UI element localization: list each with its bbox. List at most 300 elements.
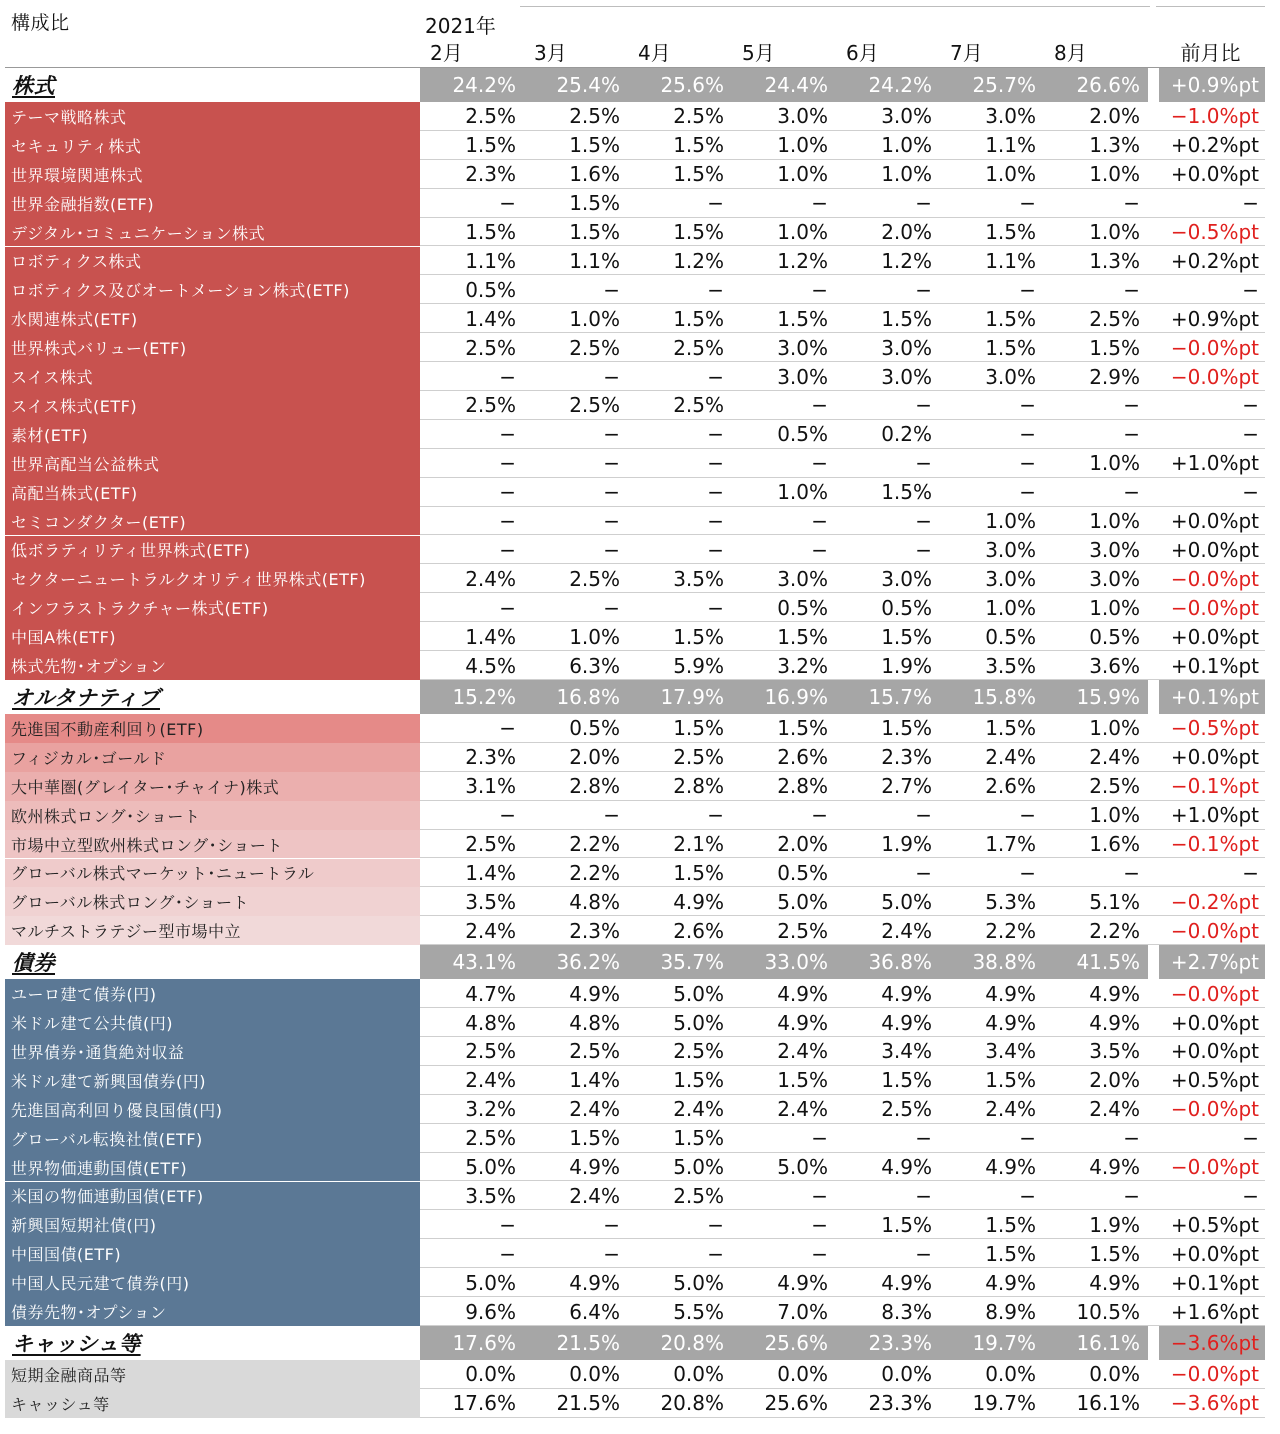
- row-label: 高配当株式(ETF): [5, 478, 420, 507]
- value-cell: −: [1123, 393, 1140, 418]
- table-row: [5, 189, 1265, 218]
- row-label: ユーロ建て債券(円): [5, 979, 420, 1008]
- change-cell: +0.0%pt: [1170, 1010, 1259, 1035]
- value-cell: −: [707, 451, 724, 476]
- table-row: [5, 743, 1265, 772]
- value-cell: 1.0%: [1089, 716, 1140, 741]
- value-cell: −: [499, 191, 516, 216]
- value-cell: 1.1%: [465, 248, 516, 273]
- value-cell: 5.0%: [673, 981, 724, 1006]
- value-cell: 4.9%: [1089, 1010, 1140, 1035]
- month-header: 6月: [846, 41, 879, 65]
- value-cell: 2.0%: [1089, 1068, 1140, 1093]
- value-cell: 0.5%: [777, 860, 828, 885]
- value-cell: −: [707, 191, 724, 216]
- value-cell: 1.5%: [569, 191, 620, 216]
- value-cell: −: [499, 451, 516, 476]
- section-total-cell: 23.3%: [836, 1326, 940, 1360]
- value-cell: −: [1019, 451, 1036, 476]
- value-cell: −: [915, 1241, 932, 1266]
- row-label: 米ドル建て公共債(円): [5, 1008, 420, 1037]
- value-cell: 0.5%: [465, 277, 516, 302]
- value-cell: 1.5%: [569, 1126, 620, 1151]
- value-cell: 2.5%: [1089, 306, 1140, 331]
- value-cell: 2.5%: [465, 1126, 516, 1151]
- change-cell: −0.0%pt: [1170, 364, 1259, 389]
- value-cell: 2.4%: [777, 1097, 828, 1122]
- value-cell: 1.5%: [673, 133, 724, 158]
- value-cell: 1.1%: [569, 248, 620, 273]
- row-label: ロボティクス及びオートメーション株式(ETF): [5, 275, 420, 304]
- value-cell: 2.5%: [569, 335, 620, 360]
- table-row: [5, 102, 1265, 131]
- row-label: セクターニュートラルクオリティ世界株式(ETF): [5, 564, 420, 593]
- section-total-cell: 21.5%: [524, 1326, 628, 1360]
- section-total-cell: 20.8%: [628, 1326, 732, 1360]
- table-row: [5, 830, 1265, 859]
- value-cell: −: [603, 509, 620, 534]
- change-cell: −0.0%pt: [1170, 918, 1259, 943]
- table-row: [5, 1182, 1265, 1211]
- value-cell: 10.5%: [1076, 1299, 1140, 1324]
- value-cell: 1.5%: [985, 335, 1036, 360]
- value-cell: 3.5%: [465, 1183, 516, 1208]
- value-cell: 4.9%: [569, 1155, 620, 1180]
- row-label: 世界金融指数(ETF): [5, 189, 420, 218]
- change-cell: −0.1%pt: [1170, 774, 1259, 799]
- change-cell: −: [1242, 277, 1259, 302]
- value-cell: 0.0%: [569, 1362, 620, 1387]
- value-cell: 16.1%: [1076, 1391, 1140, 1416]
- row-label: インフラストラクチャー株式(ETF): [5, 593, 420, 622]
- value-cell: 4.9%: [881, 981, 932, 1006]
- value-cell: 1.5%: [881, 306, 932, 331]
- value-cell: 1.5%: [673, 1068, 724, 1093]
- value-cell: −: [603, 422, 620, 447]
- value-cell: 1.5%: [465, 133, 516, 158]
- value-cell: 4.9%: [1089, 981, 1140, 1006]
- value-cell: −: [915, 1183, 932, 1208]
- row-label: グローバル株式ロング･ショート: [5, 887, 420, 916]
- value-cell: −: [707, 595, 724, 620]
- table-row: [5, 536, 1265, 565]
- value-cell: −: [811, 1183, 828, 1208]
- row-label: 米ドル建て新興国債券(円): [5, 1066, 420, 1095]
- value-cell: −: [707, 1241, 724, 1266]
- change-cell: +0.1%pt: [1170, 1270, 1259, 1295]
- section-total-cell: 25.6%: [628, 68, 732, 102]
- value-cell: −: [1019, 393, 1036, 418]
- row-label: 市場中立型欧州株式ロング･ショート: [5, 830, 420, 859]
- section-change-cell: +0.9%pt: [1156, 68, 1265, 102]
- row-label: ロボティクス株式: [5, 247, 420, 276]
- table-row: [5, 160, 1265, 189]
- row-label: 世界環境関連株式: [5, 160, 420, 189]
- value-cell: −: [811, 393, 828, 418]
- value-cell: −: [1123, 191, 1140, 216]
- table-row: [5, 859, 1265, 888]
- table-row: [5, 275, 1265, 304]
- section-total-cell: 36.2%: [524, 945, 628, 979]
- row-label: 先進国高利回り優良国債(円): [5, 1095, 420, 1124]
- value-cell: 2.5%: [673, 1183, 724, 1208]
- value-cell: 3.0%: [985, 104, 1036, 129]
- value-cell: 1.0%: [1089, 451, 1140, 476]
- value-cell: 1.5%: [673, 306, 724, 331]
- value-cell: −: [1123, 860, 1140, 885]
- value-cell: −: [915, 509, 932, 534]
- value-cell: 2.5%: [569, 566, 620, 591]
- value-cell: −: [1019, 803, 1036, 828]
- value-cell: 0.5%: [1089, 624, 1140, 649]
- value-cell: −: [915, 277, 932, 302]
- value-cell: 1.4%: [465, 306, 516, 331]
- value-cell: 1.5%: [985, 1212, 1036, 1237]
- change-cell: +0.5%pt: [1170, 1068, 1259, 1093]
- value-cell: 7.0%: [777, 1299, 828, 1324]
- change-header: 前月比: [1180, 41, 1241, 65]
- value-cell: 2.5%: [673, 335, 724, 360]
- value-cell: 1.0%: [985, 162, 1036, 187]
- row-label: スイス株式(ETF): [5, 391, 420, 420]
- value-cell: 2.0%: [1089, 104, 1140, 129]
- table-row: [5, 979, 1265, 1008]
- value-cell: 4.9%: [985, 1010, 1036, 1035]
- table-row: [5, 420, 1265, 449]
- value-cell: −: [603, 803, 620, 828]
- value-cell: −: [499, 803, 516, 828]
- value-cell: 1.4%: [569, 1068, 620, 1093]
- month-header: 8月: [1054, 41, 1087, 65]
- value-cell: 4.9%: [569, 1270, 620, 1295]
- value-cell: −: [707, 277, 724, 302]
- value-cell: 3.0%: [881, 566, 932, 591]
- value-cell: 2.1%: [673, 832, 724, 857]
- change-cell: −0.5%pt: [1170, 220, 1259, 245]
- value-cell: −: [811, 191, 828, 216]
- value-cell: 1.4%: [465, 860, 516, 885]
- change-cell: +0.0%pt: [1170, 1039, 1259, 1064]
- header-row: [5, 0, 1265, 68]
- value-cell: 0.5%: [777, 595, 828, 620]
- value-cell: −: [1019, 1126, 1036, 1151]
- value-cell: −: [1123, 277, 1140, 302]
- value-cell: 1.2%: [673, 248, 724, 273]
- month-header: 4月: [638, 41, 671, 65]
- table-row: [5, 1037, 1265, 1066]
- change-cell: −0.0%pt: [1170, 1362, 1259, 1387]
- table-row: [5, 131, 1265, 160]
- value-cell: 1.5%: [673, 716, 724, 741]
- value-cell: −: [915, 803, 932, 828]
- section-total-cell: 15.8%: [940, 680, 1044, 714]
- row-label: スイス株式: [5, 362, 420, 391]
- row-label: テーマ戦略株式: [5, 102, 420, 131]
- table-row: [5, 1360, 1265, 1389]
- table-row: [5, 1153, 1265, 1182]
- value-cell: 1.5%: [985, 220, 1036, 245]
- value-cell: 6.3%: [569, 653, 620, 678]
- section-total-cell: 17.9%: [628, 680, 732, 714]
- value-cell: −: [1123, 422, 1140, 447]
- row-label: 低ボラティリティ世界株式(ETF): [5, 536, 420, 565]
- value-cell: 0.0%: [1089, 1362, 1140, 1387]
- table-row: [5, 1008, 1265, 1037]
- value-cell: 2.4%: [569, 1183, 620, 1208]
- row-label: マルチストラテジー型市場中立: [5, 916, 420, 945]
- change-cell: +0.0%pt: [1170, 537, 1259, 562]
- value-cell: 2.2%: [985, 918, 1036, 943]
- value-cell: 2.8%: [569, 774, 620, 799]
- value-cell: 1.5%: [985, 306, 1036, 331]
- value-cell: 3.0%: [881, 335, 932, 360]
- value-cell: 2.6%: [777, 745, 828, 770]
- value-cell: 3.5%: [985, 653, 1036, 678]
- row-label: セミコンダクター(ETF): [5, 507, 420, 536]
- section-total-cell: 16.1%: [1044, 1326, 1148, 1360]
- section-total-cell: 24.2%: [420, 68, 524, 102]
- row-label: 素材(ETF): [5, 420, 420, 449]
- value-cell: 1.9%: [881, 832, 932, 857]
- value-cell: −: [1019, 277, 1036, 302]
- value-cell: 19.7%: [972, 1391, 1036, 1416]
- value-cell: 2.4%: [985, 1097, 1036, 1122]
- value-cell: 4.9%: [777, 1270, 828, 1295]
- section-name: 株式: [5, 68, 420, 102]
- value-cell: −: [499, 595, 516, 620]
- value-cell: 3.0%: [1089, 537, 1140, 562]
- value-cell: −: [811, 537, 828, 562]
- row-divider: [420, 1417, 1265, 1418]
- change-cell: −0.0%pt: [1170, 1155, 1259, 1180]
- value-cell: −: [1123, 480, 1140, 505]
- value-cell: 5.0%: [673, 1155, 724, 1180]
- section-total-cell: 24.4%: [732, 68, 836, 102]
- change-cell: −3.6%pt: [1170, 1391, 1259, 1416]
- value-cell: 4.9%: [777, 1010, 828, 1035]
- value-cell: 1.7%: [985, 832, 1036, 857]
- value-cell: −: [707, 509, 724, 534]
- value-cell: 3.0%: [1089, 566, 1140, 591]
- table-title: 構成比: [11, 12, 70, 34]
- section-total-cell: 17.6%: [420, 1326, 524, 1360]
- section-name: 債券: [5, 945, 420, 979]
- value-cell: −: [1019, 191, 1036, 216]
- value-cell: −: [1019, 860, 1036, 885]
- value-cell: 0.2%: [881, 422, 932, 447]
- table-row: [5, 1066, 1265, 1095]
- value-cell: 2.4%: [465, 918, 516, 943]
- section-cash-total-row: [5, 1326, 1265, 1360]
- section-total-cell: 25.4%: [524, 68, 628, 102]
- value-cell: 2.7%: [881, 774, 932, 799]
- section-total-cell: 41.5%: [1044, 945, 1148, 979]
- table-row: [5, 622, 1265, 651]
- row-label: 新興国短期社債(円): [5, 1210, 420, 1239]
- table-row: [5, 1297, 1265, 1326]
- value-cell: −: [603, 277, 620, 302]
- value-cell: 1.0%: [777, 480, 828, 505]
- value-cell: 1.5%: [673, 162, 724, 187]
- value-cell: 4.8%: [569, 889, 620, 914]
- table-row: [5, 218, 1265, 247]
- value-cell: 1.0%: [777, 162, 828, 187]
- change-cell: +0.1%pt: [1170, 653, 1259, 678]
- value-cell: 3.1%: [465, 774, 516, 799]
- change-cell: +0.9%pt: [1170, 306, 1259, 331]
- value-cell: −: [603, 480, 620, 505]
- section-change-cell: −3.6%pt: [1156, 1326, 1265, 1360]
- value-cell: −: [811, 277, 828, 302]
- value-cell: 2.6%: [985, 774, 1036, 799]
- table-row: [5, 1095, 1265, 1124]
- value-cell: 1.5%: [881, 624, 932, 649]
- value-cell: 3.2%: [777, 653, 828, 678]
- value-cell: 5.9%: [673, 653, 724, 678]
- change-cell: +0.2%pt: [1170, 133, 1259, 158]
- value-cell: 1.5%: [673, 624, 724, 649]
- value-cell: 2.2%: [569, 860, 620, 885]
- value-cell: 2.4%: [673, 1097, 724, 1122]
- value-cell: 8.3%: [881, 1299, 932, 1324]
- value-cell: 1.5%: [985, 1068, 1036, 1093]
- value-cell: 2.3%: [881, 745, 932, 770]
- value-cell: 1.5%: [569, 133, 620, 158]
- value-cell: 2.5%: [881, 1097, 932, 1122]
- value-cell: 1.5%: [1089, 335, 1140, 360]
- value-cell: 5.1%: [1089, 889, 1140, 914]
- change-cell: +0.5%pt: [1170, 1212, 1259, 1237]
- value-cell: −: [811, 1212, 828, 1237]
- value-cell: 1.0%: [569, 624, 620, 649]
- value-cell: 2.5%: [465, 1039, 516, 1064]
- section-total-cell: 33.0%: [732, 945, 836, 979]
- section-total-cell: 16.9%: [732, 680, 836, 714]
- value-cell: 3.5%: [465, 889, 516, 914]
- row-label: 世界高配当公益株式: [5, 449, 420, 478]
- value-cell: 9.6%: [465, 1299, 516, 1324]
- month-header: 7月: [950, 41, 983, 65]
- value-cell: 2.0%: [881, 220, 932, 245]
- change-cell: −: [1242, 1183, 1259, 1208]
- value-cell: −: [603, 537, 620, 562]
- change-cell: +0.0%pt: [1170, 162, 1259, 187]
- value-cell: 4.9%: [881, 1010, 932, 1035]
- value-cell: 1.6%: [569, 162, 620, 187]
- value-cell: 4.9%: [1089, 1270, 1140, 1295]
- section-alternative-total-row: [5, 680, 1265, 714]
- section-total-cell: 24.2%: [836, 68, 940, 102]
- table-row: [5, 304, 1265, 333]
- row-label: 世界株式バリュー(ETF): [5, 333, 420, 362]
- row-label: 先進国不動産利回り(ETF): [5, 714, 420, 743]
- value-cell: −: [915, 393, 932, 418]
- value-cell: 2.3%: [569, 918, 620, 943]
- value-cell: 0.5%: [777, 422, 828, 447]
- value-cell: 1.3%: [1089, 133, 1140, 158]
- change-cell: +1.0%pt: [1170, 451, 1259, 476]
- change-cell: +0.0%pt: [1170, 745, 1259, 770]
- value-cell: 3.5%: [1089, 1039, 1140, 1064]
- value-cell: 0.0%: [881, 1362, 932, 1387]
- row-label: 中国人民元建て債券(円): [5, 1268, 420, 1297]
- value-cell: 4.9%: [881, 1270, 932, 1295]
- row-label: 水関連株式(ETF): [5, 304, 420, 333]
- table-row: [5, 1124, 1265, 1153]
- value-cell: 2.2%: [569, 832, 620, 857]
- change-cell: −0.0%pt: [1170, 595, 1259, 620]
- row-label: 短期金融商品等: [5, 1360, 420, 1389]
- row-label: 中国A株(ETF): [5, 622, 420, 651]
- value-cell: −: [603, 451, 620, 476]
- value-cell: 2.5%: [465, 335, 516, 360]
- row-label: キャッシュ等: [5, 1389, 420, 1418]
- change-cell: −0.5%pt: [1170, 716, 1259, 741]
- value-cell: 25.6%: [764, 1391, 828, 1416]
- row-label: 債券先物･オプション: [5, 1297, 420, 1326]
- value-cell: −: [811, 451, 828, 476]
- value-cell: −: [915, 451, 932, 476]
- value-cell: 1.5%: [673, 220, 724, 245]
- change-cell: +0.0%pt: [1170, 509, 1259, 534]
- value-cell: −: [707, 803, 724, 828]
- value-cell: 1.1%: [985, 133, 1036, 158]
- value-cell: 2.5%: [673, 104, 724, 129]
- value-cell: 6.4%: [569, 1299, 620, 1324]
- table-row: [5, 507, 1265, 536]
- section-total-cell: 16.8%: [524, 680, 628, 714]
- value-cell: 5.5%: [673, 1299, 724, 1324]
- row-label: フィジカル･ゴールド: [5, 743, 420, 772]
- value-cell: 1.5%: [985, 716, 1036, 741]
- value-cell: 3.6%: [1089, 653, 1140, 678]
- change-cell: −0.0%pt: [1170, 981, 1259, 1006]
- value-cell: −: [1123, 1183, 1140, 1208]
- value-cell: 4.9%: [881, 1155, 932, 1180]
- value-cell: 2.8%: [673, 774, 724, 799]
- value-cell: −: [499, 422, 516, 447]
- value-cell: 2.4%: [985, 745, 1036, 770]
- value-cell: 23.3%: [868, 1391, 932, 1416]
- change-cell: +0.0%pt: [1170, 1241, 1259, 1266]
- value-cell: 4.8%: [569, 1010, 620, 1035]
- value-cell: −: [603, 1241, 620, 1266]
- change-cell: −0.0%pt: [1170, 1097, 1259, 1122]
- value-cell: −: [707, 1212, 724, 1237]
- value-cell: 3.0%: [777, 335, 828, 360]
- value-cell: 1.4%: [465, 624, 516, 649]
- year-label: 2021年: [425, 14, 496, 38]
- table-row: [5, 247, 1265, 276]
- change-cell: −0.1%pt: [1170, 832, 1259, 857]
- section-total-cell: 19.7%: [940, 1326, 1044, 1360]
- value-cell: 20.8%: [660, 1391, 724, 1416]
- value-cell: 2.5%: [569, 1039, 620, 1064]
- value-cell: −: [499, 716, 516, 741]
- value-cell: 1.5%: [881, 1212, 932, 1237]
- value-cell: 3.0%: [777, 104, 828, 129]
- value-cell: −: [915, 191, 932, 216]
- table-row: [5, 1389, 1265, 1418]
- value-cell: 4.9%: [1089, 1155, 1140, 1180]
- section-total-cell: 43.1%: [420, 945, 524, 979]
- table-row: [5, 1268, 1265, 1297]
- value-cell: 2.5%: [465, 393, 516, 418]
- value-cell: 2.5%: [673, 745, 724, 770]
- value-cell: 0.0%: [673, 1362, 724, 1387]
- value-cell: 4.9%: [673, 889, 724, 914]
- row-label: 欧州株式ロング･ショート: [5, 801, 420, 830]
